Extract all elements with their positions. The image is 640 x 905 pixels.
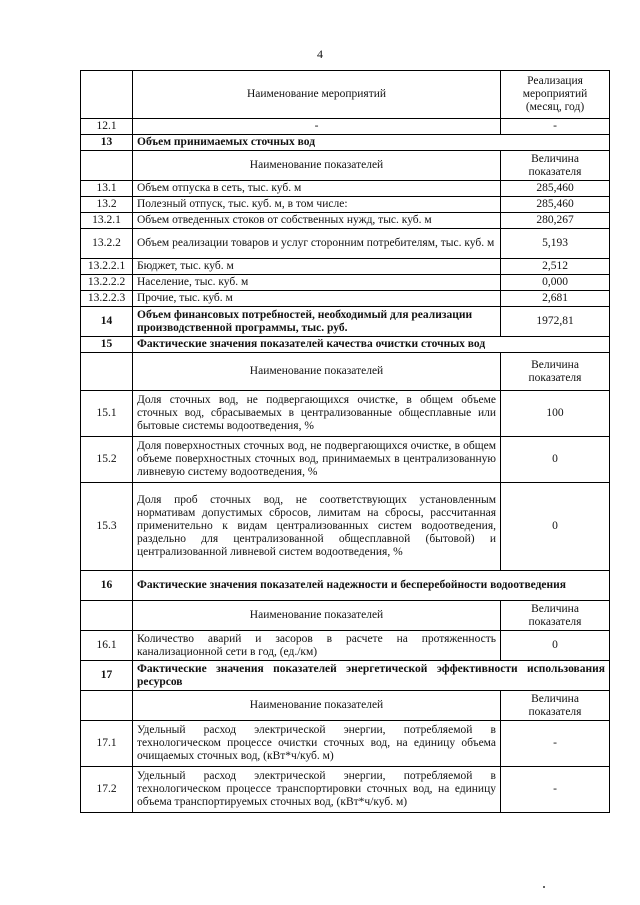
- row-text: -: [133, 119, 501, 135]
- row-number: 13.2.1: [81, 213, 133, 229]
- table-row: [81, 483, 610, 571]
- row-value: -: [501, 721, 610, 767]
- subheader-row: [81, 151, 610, 181]
- row-value: -: [501, 119, 610, 135]
- row-value: 2,681: [501, 291, 610, 307]
- subheader-blank: [81, 601, 133, 631]
- subheader-value: Величина показателя: [501, 353, 610, 391]
- row-number: 15.3: [81, 483, 133, 571]
- section-title: Объем финансовых потребностей, необходимый для реализации производственной программы, тыс. руб.: [133, 307, 501, 337]
- subheader-value: Величина показателя: [501, 151, 610, 181]
- row-text: Удельный расход электрической энергии, потребляемой в технологическом процессе транспортировки сточных вод, на единицу объема транспортируемых сточных вод, (кВт*ч/куб. м): [133, 767, 501, 813]
- row-number: 15.2: [81, 437, 133, 483]
- section-row: [81, 661, 610, 691]
- row-value: 0: [501, 483, 610, 571]
- row-text: Объем отпуска в сеть, тыс. куб. м: [133, 181, 501, 197]
- row-number: 17.1: [81, 721, 133, 767]
- section-value: 1972,81: [501, 307, 610, 337]
- row-number: 13.2.2.2: [81, 275, 133, 291]
- section-number: 16: [81, 571, 133, 601]
- row-text: Бюджет, тыс. куб. м: [133, 259, 501, 275]
- row-text: Население, тыс. куб. м: [133, 275, 501, 291]
- header-num-cell: [81, 71, 133, 119]
- row-text: Прочие, тыс. куб. м: [133, 291, 501, 307]
- section-number: 14: [81, 307, 133, 337]
- row-value: 0: [501, 437, 610, 483]
- section-row: [81, 337, 610, 353]
- subheader-blank: [81, 151, 133, 181]
- table-row: [81, 197, 610, 213]
- row-number: 13.1: [81, 181, 133, 197]
- section-title: Фактические значения показателей качества очистки сточных вод: [133, 337, 610, 353]
- subheader-name: Наименование показателей: [133, 691, 501, 721]
- page-number: 4: [317, 47, 323, 61]
- subheader-blank: [81, 691, 133, 721]
- row-value: 100: [501, 391, 610, 437]
- section-row: [81, 571, 610, 601]
- scan-speck: [543, 886, 545, 888]
- subheader-value: Величина показателя: [501, 691, 610, 721]
- table-row: [81, 181, 610, 197]
- subheader-value: Величина показателя: [501, 601, 610, 631]
- subheader-name: Наименование показателей: [133, 151, 501, 181]
- section-title: Фактические значения показателей надежности и бесперебойности водоотведения: [133, 571, 610, 601]
- row-number: 13.2: [81, 197, 133, 213]
- row-value: -: [501, 767, 610, 813]
- table-row: [81, 259, 610, 275]
- table-row: [81, 437, 610, 483]
- row-text: Доля поверхностных сточных вод, не подвергающихся очистке, в общем объеме поверхностных сточных вод, принимаемых в централизованную ливневую систему водоотведения, %: [133, 437, 501, 483]
- table-row: [81, 767, 610, 813]
- row-number: 13.2.2.1: [81, 259, 133, 275]
- row-text: Полезный отпуск, тыс. куб. м, в том числе:: [133, 197, 501, 213]
- table-row: [81, 229, 610, 259]
- table-row: [81, 119, 610, 135]
- table-header-row: [81, 71, 610, 119]
- row-number: 17.2: [81, 767, 133, 813]
- header-realization: Реализация мероприятий (месяц, год): [501, 71, 610, 119]
- row-text: Доля сточных вод, не подвергающихся очистке, в общем объеме сточных вод, сбрасываемых в централизованные общесплавные или бытовые системы водоотведения, %: [133, 391, 501, 437]
- row-value: 2,512: [501, 259, 610, 275]
- subheader-row: [81, 353, 610, 391]
- row-text: Удельный расход электрической энергии, потребляемой в технологическом процессе очистки сточных вод, на единицу объема очищаемых сточных вод, (кВт*ч/куб. м): [133, 721, 501, 767]
- row-value: 280,267: [501, 213, 610, 229]
- table-row: [81, 721, 610, 767]
- row-value: 285,460: [501, 181, 610, 197]
- header-measure: Наименование мероприятий: [133, 71, 501, 119]
- subheader-row: [81, 601, 610, 631]
- table-row: [81, 631, 610, 661]
- row-text: Объем реализации товаров и услуг сторонним потребителям, тыс. куб. м: [133, 229, 501, 259]
- subheader-row: [81, 691, 610, 721]
- row-text: Количество аварий и засоров в расчете на протяженность канализационной сети в год, (ед./км): [133, 631, 501, 661]
- row-value: 5,193: [501, 229, 610, 259]
- row-text: Доля проб сточных вод, не соответствующих установленным нормативам допустимых сбросов, лимитам на сбросы, рассчитанная применительно к видам централизованных систем водоотведения, раздельно для централизованной общесплавной (бытовой) и централизованной ливневой систем водоотведения, %: [133, 483, 501, 571]
- row-value: 0,000: [501, 275, 610, 291]
- section-number: 13: [81, 135, 133, 151]
- row-number: 13.2.2: [81, 229, 133, 259]
- section-title: Фактические значения показателей энергетической эффективности использования ресурсов: [133, 661, 610, 691]
- subheader-blank: [81, 353, 133, 391]
- table-row: [81, 213, 610, 229]
- table-row: [81, 291, 610, 307]
- table-row: [81, 391, 610, 437]
- section-title: Объем принимаемых сточных вод: [133, 135, 610, 151]
- row-value: 0: [501, 631, 610, 661]
- row-number: 16.1: [81, 631, 133, 661]
- row-text: Объем отведенных стоков от собственных нужд, тыс. куб. м: [133, 213, 501, 229]
- section-row: [81, 307, 610, 337]
- row-number: 12.1: [81, 119, 133, 135]
- table-row: [81, 275, 610, 291]
- row-value: 285,460: [501, 197, 610, 213]
- row-number: 15.1: [81, 391, 133, 437]
- section-number: 15: [81, 337, 133, 353]
- subheader-name: Наименование показателей: [133, 601, 501, 631]
- program-table: [80, 70, 610, 813]
- section-row: [81, 135, 610, 151]
- row-number: 13.2.2.3: [81, 291, 133, 307]
- subheader-name: Наименование показателей: [133, 353, 501, 391]
- section-number: 17: [81, 661, 133, 691]
